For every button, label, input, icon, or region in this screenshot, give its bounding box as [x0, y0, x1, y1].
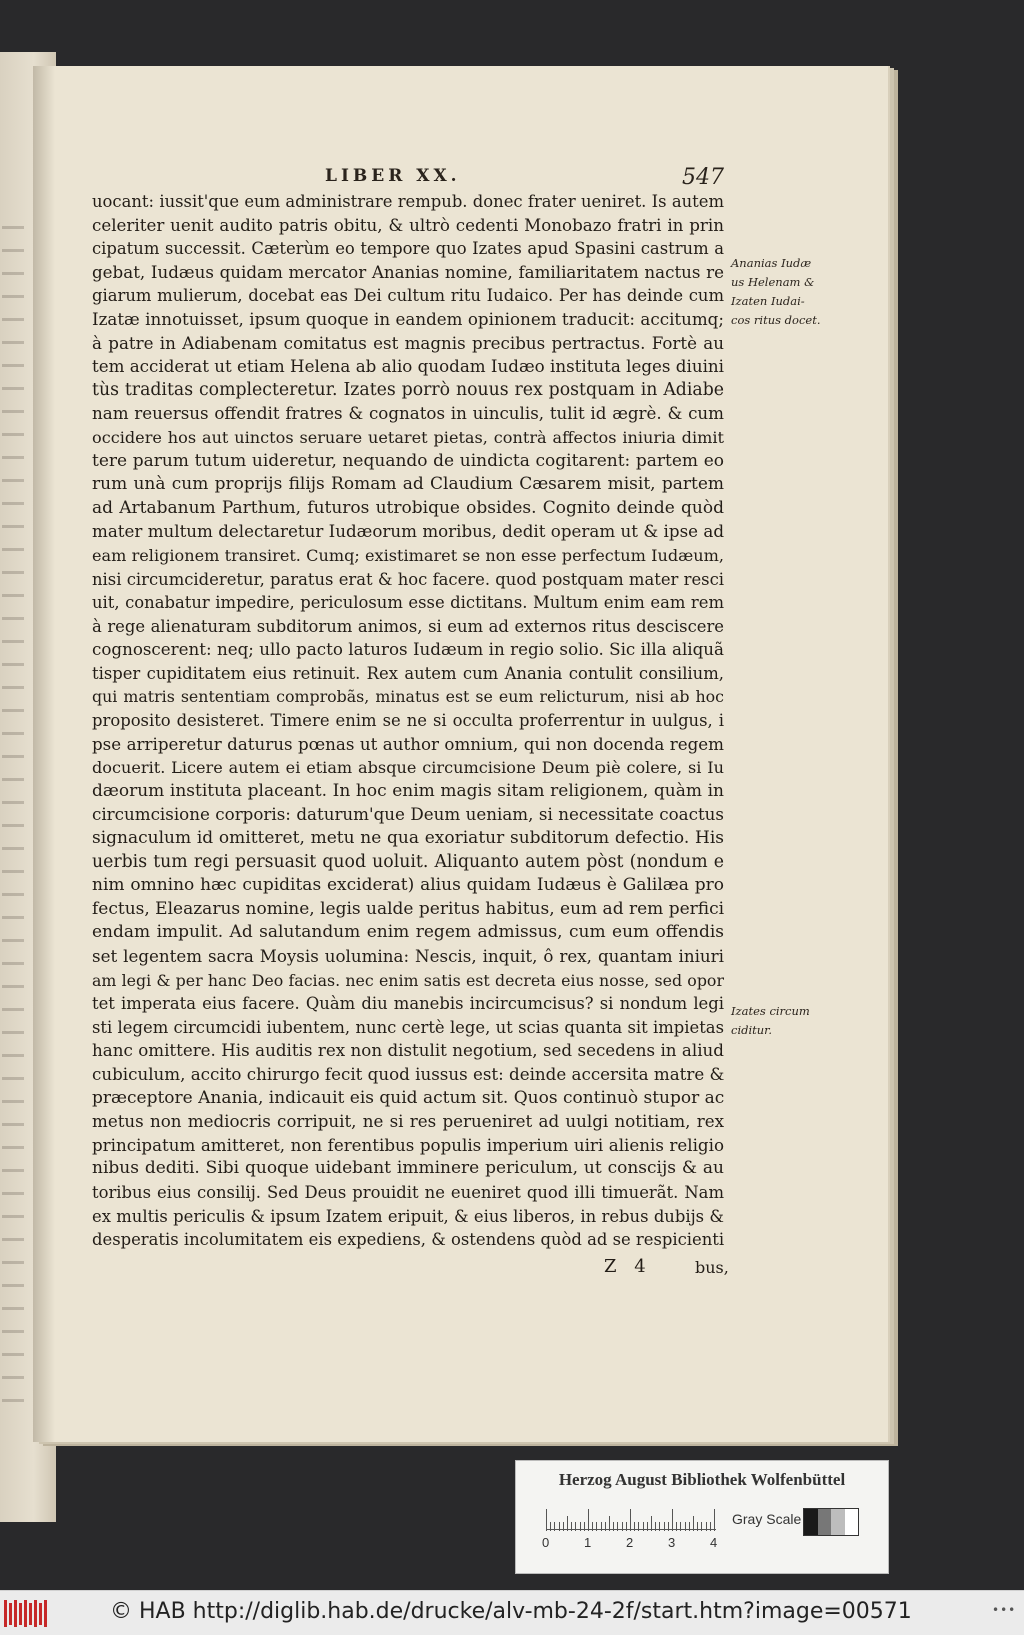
text-line: rum unà cum proprijs filijs Romam ad Claudium Cæsarem misit, partem: [92, 474, 724, 495]
text-line: tùs traditas complecteretur. Izates porrò nouus rex postquam in Adiabe: [92, 379, 724, 400]
text-line: circumcisione corporis: daturum'que Deum ueniam, si necessitate coactus: [92, 804, 724, 825]
text-line: eam religionem transiret. Cumq; existimaret se non esse perfectum Iudæum,: [92, 545, 724, 565]
text-line: docuerit. Licere autem ei etiam absque circumcisione Deum piè colere, si Iu: [92, 758, 724, 778]
text-line: metus non mediocris corripuit, ne si res perueniret ad uulgi notitiam, rex: [92, 1111, 724, 1132]
color-reference-card: [515, 1460, 889, 1574]
logo-bar: [9, 1603, 12, 1625]
ruler-tick: [605, 1522, 606, 1531]
catchword: bus,: [695, 1258, 729, 1277]
ruler-tick: [664, 1522, 665, 1531]
ruler-tick: [638, 1522, 639, 1531]
text-line: cipatum successit. Cæterùm eo tempore quo Izates apud Spasini castrum a: [92, 239, 724, 259]
ruler-tick: [575, 1522, 576, 1531]
ruler-tick: [563, 1522, 564, 1531]
ruler-tick: [693, 1516, 694, 1531]
signature-mark: Z 4: [604, 1256, 652, 1277]
text-line: gebat, Iudæus quidam mercator Ananias nomine, familiaritatem nactus re: [92, 261, 724, 282]
ruler-tick: [668, 1522, 669, 1531]
marginal-note-ananias: [731, 254, 821, 330]
text-line: tet imperata eius facere. Quàm diu manebis incircumcisus? si nondum legi: [92, 994, 724, 1014]
logo-bar: [29, 1603, 32, 1625]
text-line: uerbis tum regi persuasit quod uoluit. Aliquanto autem pòst (nondum e: [92, 851, 724, 872]
ruler-tick: [672, 1509, 673, 1531]
text-line: à patre in Adiabenam comitatus est magnis precibus pertractus. Fortè au: [92, 332, 724, 353]
ruler-tick: [706, 1522, 707, 1531]
gray-patch: [831, 1509, 845, 1535]
ruler-tick: [685, 1522, 686, 1531]
ruler-tick: [622, 1522, 623, 1531]
text-line: endam impulit. Ad salutandum enim regem admissus, cum eum offendis: [92, 922, 724, 943]
text-line: ad Artabanum Parthum, futuros utrobique obsides. Cognito deinde quòd: [92, 497, 724, 518]
text-line: cubiculum, accito chirurgo fecit quod iussus est: deinde accersita matre &: [92, 1063, 724, 1084]
gray-scale-patch: [803, 1508, 859, 1536]
ruler-tick: [626, 1522, 627, 1531]
marginal-note-line: ciditur.: [731, 1023, 773, 1037]
gray-patch: [818, 1509, 832, 1535]
text-line: pse arriperetur daturus pœnas ut author omnium, qui non docenda regem: [92, 733, 724, 754]
marginal-note-line: Ananias Iudæ: [731, 256, 812, 270]
marginal-note-line: cos ritus docet.: [731, 313, 821, 327]
ruler-tick: [550, 1522, 551, 1531]
text-line: uit, conabatur impedire, periculosum esse dictitans. Multum enim eam rem: [92, 593, 724, 613]
logo-bar: [44, 1600, 47, 1627]
marginal-note-line: Izaten Iudai-: [731, 294, 805, 308]
ruler-tick: [701, 1522, 702, 1531]
text-line: nisi circumcideretur, paratus erat & hoc facere. quod postquam mater resci: [92, 569, 724, 589]
gray-patch: [804, 1509, 818, 1535]
ruler-tick: [584, 1522, 585, 1531]
body-text: [92, 190, 724, 1252]
ruler-tick: [651, 1516, 652, 1531]
logo-bar: [34, 1600, 37, 1627]
ruler-tick: [609, 1516, 610, 1531]
ruler-tick: [647, 1522, 648, 1531]
text-line: dæorum instituta placeant. In hoc enim magis sitam religionem, quàm in: [92, 780, 724, 801]
ruler-tick: [710, 1522, 711, 1531]
ruler-tick: [630, 1509, 631, 1531]
ruler-tick: [680, 1522, 681, 1531]
ruler-tick: [634, 1522, 635, 1531]
ruler-tick: [567, 1516, 568, 1531]
logo-bar: [39, 1603, 42, 1625]
source-url[interactable]: © HAB http://diglib.hab.de/drucke/alv-mb-24-2f/start.htm?image=00571: [110, 1599, 912, 1624]
text-line: celeriter uenit audito patris obitu, & ultrò cedenti Monobazo fratri in prin: [92, 214, 724, 235]
text-line: tisper cupiditatem eius retinuit. Rex autem cum Anania contulit consilium,: [92, 663, 724, 683]
text-line: set legentem sacra Moysis uolumina: Nescis, inquit, ô rex, quantam iniuri: [92, 946, 724, 966]
ruler-tick: [613, 1522, 614, 1531]
ruler-tick: [559, 1522, 560, 1531]
text-line: præceptore Anania, indicauit eis quid actum sit. Quos continuò stupor ac: [92, 1087, 724, 1108]
text-line: sti legem circumcidi iubentem, nunc certè lege, ut scias quanta sit impietas: [92, 1017, 724, 1037]
ruler-number: 3: [668, 1535, 676, 1550]
previous-page-text-fragment: [2, 212, 24, 1412]
text-line: qui matris sententiam comprobãs, minatus est se eum relicturum, nisi ab hoc: [92, 687, 724, 707]
more-options-icon[interactable]: •••: [992, 1603, 1017, 1617]
ruler-tick: [689, 1522, 690, 1531]
ruler-tick: [697, 1522, 698, 1531]
ruler-tick: [617, 1522, 618, 1531]
footer-bar: [0, 1590, 1024, 1635]
text-line: nam reuersus offendit fratres & cognatos in uinculis, tulit id ægrè. & cum: [92, 403, 724, 424]
text-line: proposito desisteret. Timere enim se ne si occulta proferrentur in uulgus, i: [92, 711, 724, 731]
logo-bar: [24, 1600, 27, 1627]
text-line: mater multum delectaretur Iudæorum moribus, dedit operam ut & ipse ad: [92, 521, 724, 542]
hab-logo-icon: [4, 1600, 48, 1627]
text-line: tere parum tutum uideretur, nequando de uindicta cogitarent: partem eo: [92, 450, 724, 471]
logo-bar: [14, 1600, 17, 1627]
text-line: hanc omittere. His auditis rex non distulit negotium, sed secedens in aliud: [92, 1040, 724, 1061]
ruler-number: 4: [710, 1535, 718, 1550]
marginal-note-line: us Helenam &: [731, 275, 815, 289]
ruler-number: 0: [542, 1535, 550, 1550]
logo-bar: [4, 1600, 7, 1627]
ruler-tick: [588, 1509, 589, 1531]
ruler-tick: [592, 1522, 593, 1531]
text-line: fectus, Eleazarus nomine, legis ualde peritus habitus, eum ad rem perfici: [92, 898, 724, 919]
text-line: principatum amitteret, non ferentibus populis imperium uiri alienis religio: [92, 1134, 724, 1155]
text-line: tem acciderat ut etiam Helena ab alio quodam Iudæo instituta leges diuini: [92, 356, 724, 377]
ruler-tick: [655, 1522, 656, 1531]
page-gutter-shadow: [33, 66, 55, 1442]
text-line: uocant: iussit'que eum administrare rempub. donec frater ueniret. Is autem: [92, 192, 724, 211]
text-line: signaculum id omitteret, metu ne qua exoriatur subditorum defectio. His: [92, 828, 724, 849]
marginal-note-izates: [731, 1002, 810, 1040]
ruler-tick: [601, 1522, 602, 1531]
ruler-tick: [580, 1522, 581, 1531]
text-line: à rege alienaturam subditorum animos, si eum ad externos ritus desciscere: [92, 616, 724, 636]
ruler-tick: [714, 1509, 715, 1531]
ruler-tick: [676, 1522, 677, 1531]
gray-patch: [845, 1509, 859, 1535]
measurement-ruler: [546, 1505, 716, 1531]
folio-number: 547: [682, 165, 724, 190]
logo-bar: [19, 1603, 22, 1625]
card-title: Herzog August Bibliothek Wolfenbüttel: [558, 1470, 846, 1489]
text-line: toribus eius consilij. Sed Deus prouidit ne eueniret quod illi timuerãt. Nam: [92, 1182, 724, 1202]
text-line: cognoscerent: neq; ullo pacto laturos Iudæum in regio solio. Sic illa aliquã: [92, 639, 724, 660]
text-line: nibus dediti. Sibi quoque uidebant imminere periculum, ut conscijs & au: [92, 1158, 724, 1179]
text-line: giarum mulierum, docebat eas Dei cultum ritu Iudaico. Per has deinde cum: [92, 286, 724, 306]
ruler-number: 2: [626, 1535, 634, 1550]
ruler-number: 1: [584, 1535, 592, 1550]
text-line: desperatis incolumitatem eis expediens, & ostendens quòd ad se respicienti: [92, 1230, 724, 1250]
running-head: LIBER XX.: [325, 166, 461, 186]
ruler-tick: [546, 1509, 547, 1531]
ruler-tick: [643, 1522, 644, 1531]
ruler-tick: [659, 1522, 660, 1531]
text-line: Izatæ innotuisset, ipsum quoque in eandem opinionem traducit: accitumq;: [92, 308, 724, 329]
text-line: ex multis periculis & ipsum Izatem eripuit, & eius liberos, in rebus dubijs &: [92, 1206, 724, 1226]
text-line: occidere hos aut uinctos seruare uetaret pietas, contrà affectos iniuria dimit: [92, 427, 724, 447]
ruler-tick: [596, 1522, 597, 1531]
marginal-note-line: Izates circum: [731, 1004, 810, 1018]
ruler-tick: [554, 1522, 555, 1531]
ruler-tick: [571, 1522, 572, 1531]
text-line: nim omnino hæc cupiditas exciderat) alius quidam Iudæus è Galilæa pro: [92, 875, 724, 896]
gray-scale-label: Gray Scale: [732, 1511, 802, 1527]
text-line: am legi & per hanc Deo facias. nec enim satis est decreta eius nosse, sed opor: [92, 970, 724, 990]
